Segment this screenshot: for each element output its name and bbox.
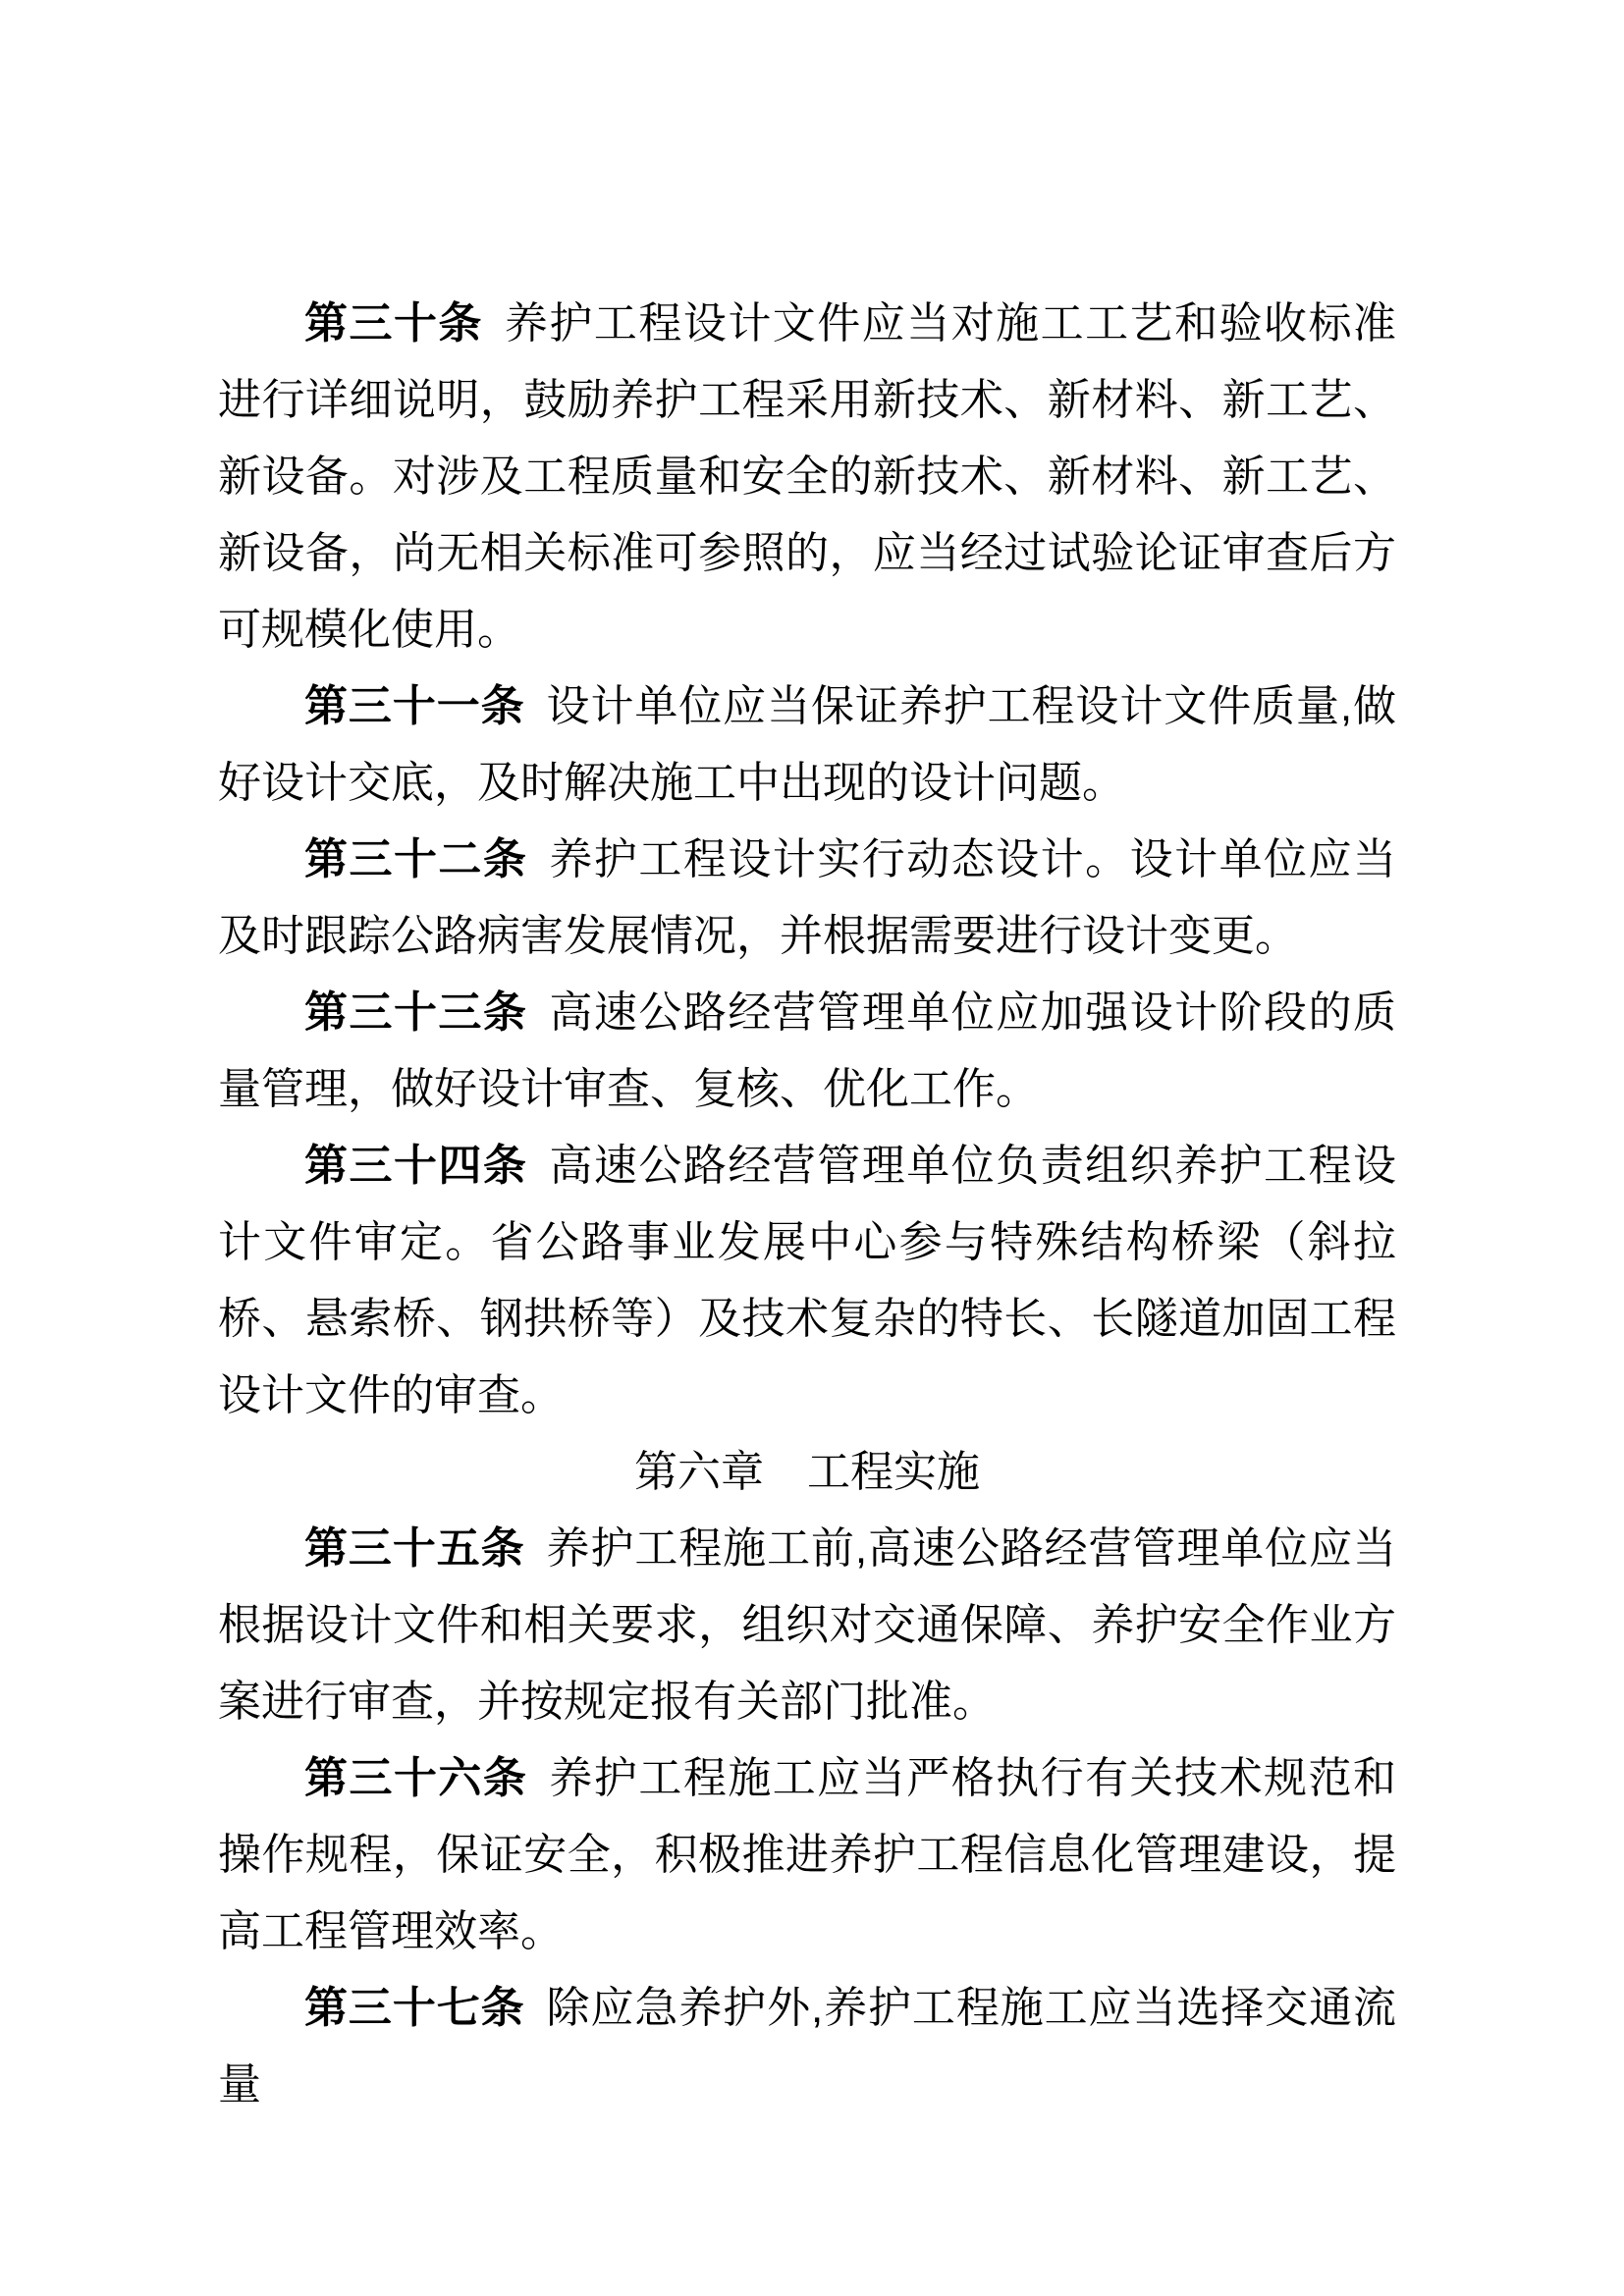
- article-37-text: 除应急养护外,养护工程施工应当选择交通流量: [218, 1984, 1397, 2109]
- article-31-number: 第三十一条: [304, 682, 525, 730]
- chapter-heading: 第六章 工程实施: [634, 1448, 980, 1496]
- article-33-text: 高速公路经营管理单位应加强设计阶段的质量管理，做好设计审查、复核、优化工作。: [218, 988, 1397, 1113]
- article-30-text: 养护工程设计文件应当对施工工艺和验收标准进行详细说明，鼓励养护工程采用新技术、新材料、新工艺、新设备。对涉及工程质量和安全的新技术、新材料、新工艺、新设备，尚无相关标准可参照的，应当经过试验论证审查后方可规模化使用。: [218, 299, 1397, 654]
- article-37-number: 第三十七条: [304, 1984, 525, 2032]
- article-31-paragraph: [218, 668, 1396, 822]
- article-36-text: 养护工程施工应当严格执行有关技术规范和操作规程，保证安全，积极推进养护工程信息化管理建设，提高工程管理效率。: [218, 1754, 1397, 1955]
- article-35-text: 养护工程施工前,高速公路经营管理单位应当根据设计文件和相关要求，组织对交通保障、养护安全作业方案进行审查，并按规定报有关部门批准。: [218, 1524, 1397, 1726]
- article-37-paragraph: [218, 1970, 1396, 2123]
- article-30-paragraph: [218, 286, 1396, 668]
- article-30-number: 第三十条: [304, 299, 483, 347]
- article-36-number: 第三十六条: [304, 1754, 528, 1802]
- article-34-text: 高速公路经营管理单位负责组织养护工程设计文件审定。省公路事业发展中心参与特殊结构桥梁（斜拉桥、悬索桥、钢拱桥等）及技术复杂的特长、长隧道加固工程设计文件的审查。: [218, 1142, 1397, 1419]
- article-34-number: 第三十四条: [304, 1142, 528, 1190]
- article-32-text: 养护工程设计实行动态设计。设计单位应当及时跟踪公路病害发展情况，并根据需要进行设计变更。: [218, 835, 1397, 960]
- article-31-text: 设计单位应当保证养护工程设计文件质量,做好设计交底，及时解决施工中出现的设计问题。: [218, 682, 1397, 807]
- article-32-number: 第三十二条: [304, 835, 528, 883]
- article-33-paragraph: [218, 975, 1396, 1128]
- article-35-paragraph: [218, 1511, 1396, 1740]
- article-36-paragraph: [218, 1740, 1396, 1970]
- article-34-paragraph: [218, 1128, 1396, 1434]
- article-35-number: 第三十五条: [304, 1524, 525, 1573]
- article-32-paragraph: [218, 822, 1396, 975]
- article-33-number: 第三十三条: [304, 988, 528, 1037]
